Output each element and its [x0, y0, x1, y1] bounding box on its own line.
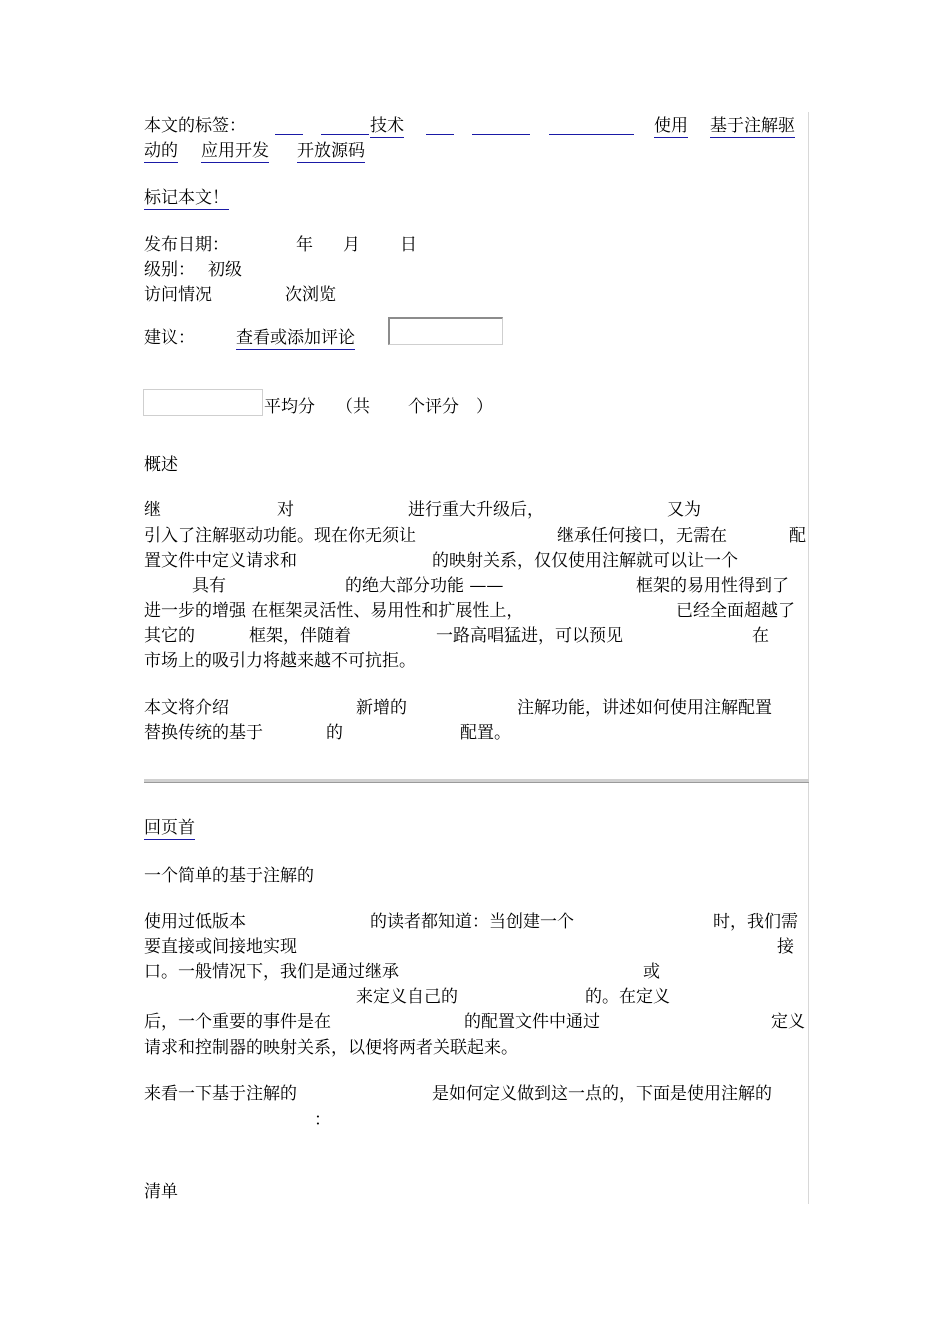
visits-suffix: 次浏览: [285, 285, 336, 305]
tag-link-annotation-driven-b[interactable]: 动的: [144, 141, 178, 161]
overview-text: 框架的易用性得到了: [636, 576, 789, 596]
section-text: 或: [643, 962, 660, 982]
level-label: 级别：: [144, 260, 195, 280]
rating-count-suffix: 个评分: [408, 397, 459, 417]
suggest-label: 建议：: [144, 328, 195, 348]
section-text: 时，我们需: [713, 912, 798, 932]
overview-text: 的映射关系，仅仅使用注解就可以让一个: [432, 551, 738, 571]
section-text: 的。在定义: [585, 987, 670, 1007]
level-value: 初级: [208, 260, 242, 280]
section-text: 口。一般情况下，我们是通过继承: [144, 962, 399, 982]
tag-link-blank-3[interactable]: [426, 134, 454, 135]
overview-text: 又为: [667, 500, 701, 520]
overview-text: 替换传统的基于: [144, 723, 263, 743]
overview-text: 进行重大升级后，: [408, 500, 544, 520]
tags-label: 本文的标签：: [144, 116, 246, 136]
comment-link[interactable]: 查看或添加评论: [236, 328, 355, 348]
tag-link-blank-5[interactable]: [549, 134, 634, 135]
section-text: 接: [777, 937, 794, 957]
section-text: ：: [314, 1110, 331, 1130]
visits-label: 访问情况: [144, 285, 212, 305]
overview-text: 配: [789, 526, 806, 546]
tag-link-blank-4[interactable]: [472, 134, 530, 135]
section-text: 的读者都知道：当创建一个: [370, 912, 574, 932]
overview-text: 已经全面超越了: [676, 601, 795, 621]
section-text: 要直接或间接地实现: [144, 937, 297, 957]
publish-date-label: 发布日期：: [144, 235, 229, 255]
overview-heading: 概述: [144, 455, 178, 475]
overview-text: 本文将介绍: [144, 698, 229, 718]
content-right-border: [808, 112, 809, 1204]
rating-total-close: ）: [476, 397, 493, 417]
section-text: 是如何定义做到这一点的，下面是使用注解的: [432, 1084, 772, 1104]
overview-text: 新增的: [356, 698, 407, 718]
rating-select[interactable]: [143, 389, 263, 416]
section-text: 后，一个重要的事件是在: [144, 1012, 331, 1032]
rating-total-open: （共: [336, 397, 370, 417]
overview-text: 市场上的吸引力将越来越不可抗拒。: [144, 651, 416, 671]
tag-link-blank-2[interactable]: [321, 134, 369, 135]
publish-year: 年: [296, 235, 313, 255]
section-divider: [144, 779, 809, 783]
back-to-top-link[interactable]: 回页首: [144, 818, 195, 838]
section-text: 来定义自己的: [356, 987, 458, 1007]
overview-text: 配置。: [460, 723, 511, 743]
overview-text: 引入了注解驱动功能。现在你无须让: [144, 526, 416, 546]
tag-link-open-source[interactable]: 开放源码: [297, 141, 365, 161]
bookmark-link[interactable]: 标记本文！: [144, 188, 229, 208]
overview-text: 继: [144, 500, 161, 520]
section-text: 的配置文件中通过: [464, 1012, 600, 1032]
overview-text: 的绝大部分功能 ——: [345, 576, 504, 596]
tag-link-app-dev[interactable]: 应用开发: [201, 141, 269, 161]
section-text: 请求和控制器的映射关系，以便将两者关联起来。: [144, 1038, 518, 1058]
overview-text: 对: [277, 500, 294, 520]
tag-link-tech[interactable]: 技术: [370, 116, 404, 136]
section-text: 定义: [771, 1012, 805, 1032]
overview-text: 置文件中定义请求和: [144, 551, 297, 571]
tag-link-annotation-driven-a[interactable]: 基于注解驱: [710, 116, 795, 136]
section-text: 使用过低版本: [144, 912, 246, 932]
overview-text: 进一步的增强 在框架灵活性、易用性和扩展性上，: [144, 601, 524, 621]
overview-text: 框架，伴随着: [249, 626, 351, 646]
overview-text: 具有: [192, 576, 226, 596]
comment-rating-field[interactable]: [388, 317, 503, 345]
overview-text: 继承任何接口，无需在: [557, 526, 727, 546]
publish-month: 月: [343, 235, 360, 255]
publish-day: 日: [400, 235, 417, 255]
tag-link-blank-1[interactable]: [275, 134, 303, 135]
overview-text: 一路高唱猛进，可以预见: [436, 626, 623, 646]
overview-text: 其它的: [144, 626, 195, 646]
section-text: 来看一下基于注解的: [144, 1084, 297, 1104]
overview-text: 注解功能，讲述如何使用注解配置: [517, 698, 772, 718]
overview-text: 的: [326, 723, 343, 743]
overview-text: 在: [752, 626, 769, 646]
tag-link-use[interactable]: 使用: [654, 116, 688, 136]
listing-label: 清单: [144, 1182, 178, 1202]
section-heading: 一个简单的基于注解的: [144, 866, 314, 886]
rating-average-label: 平均分: [264, 397, 315, 417]
